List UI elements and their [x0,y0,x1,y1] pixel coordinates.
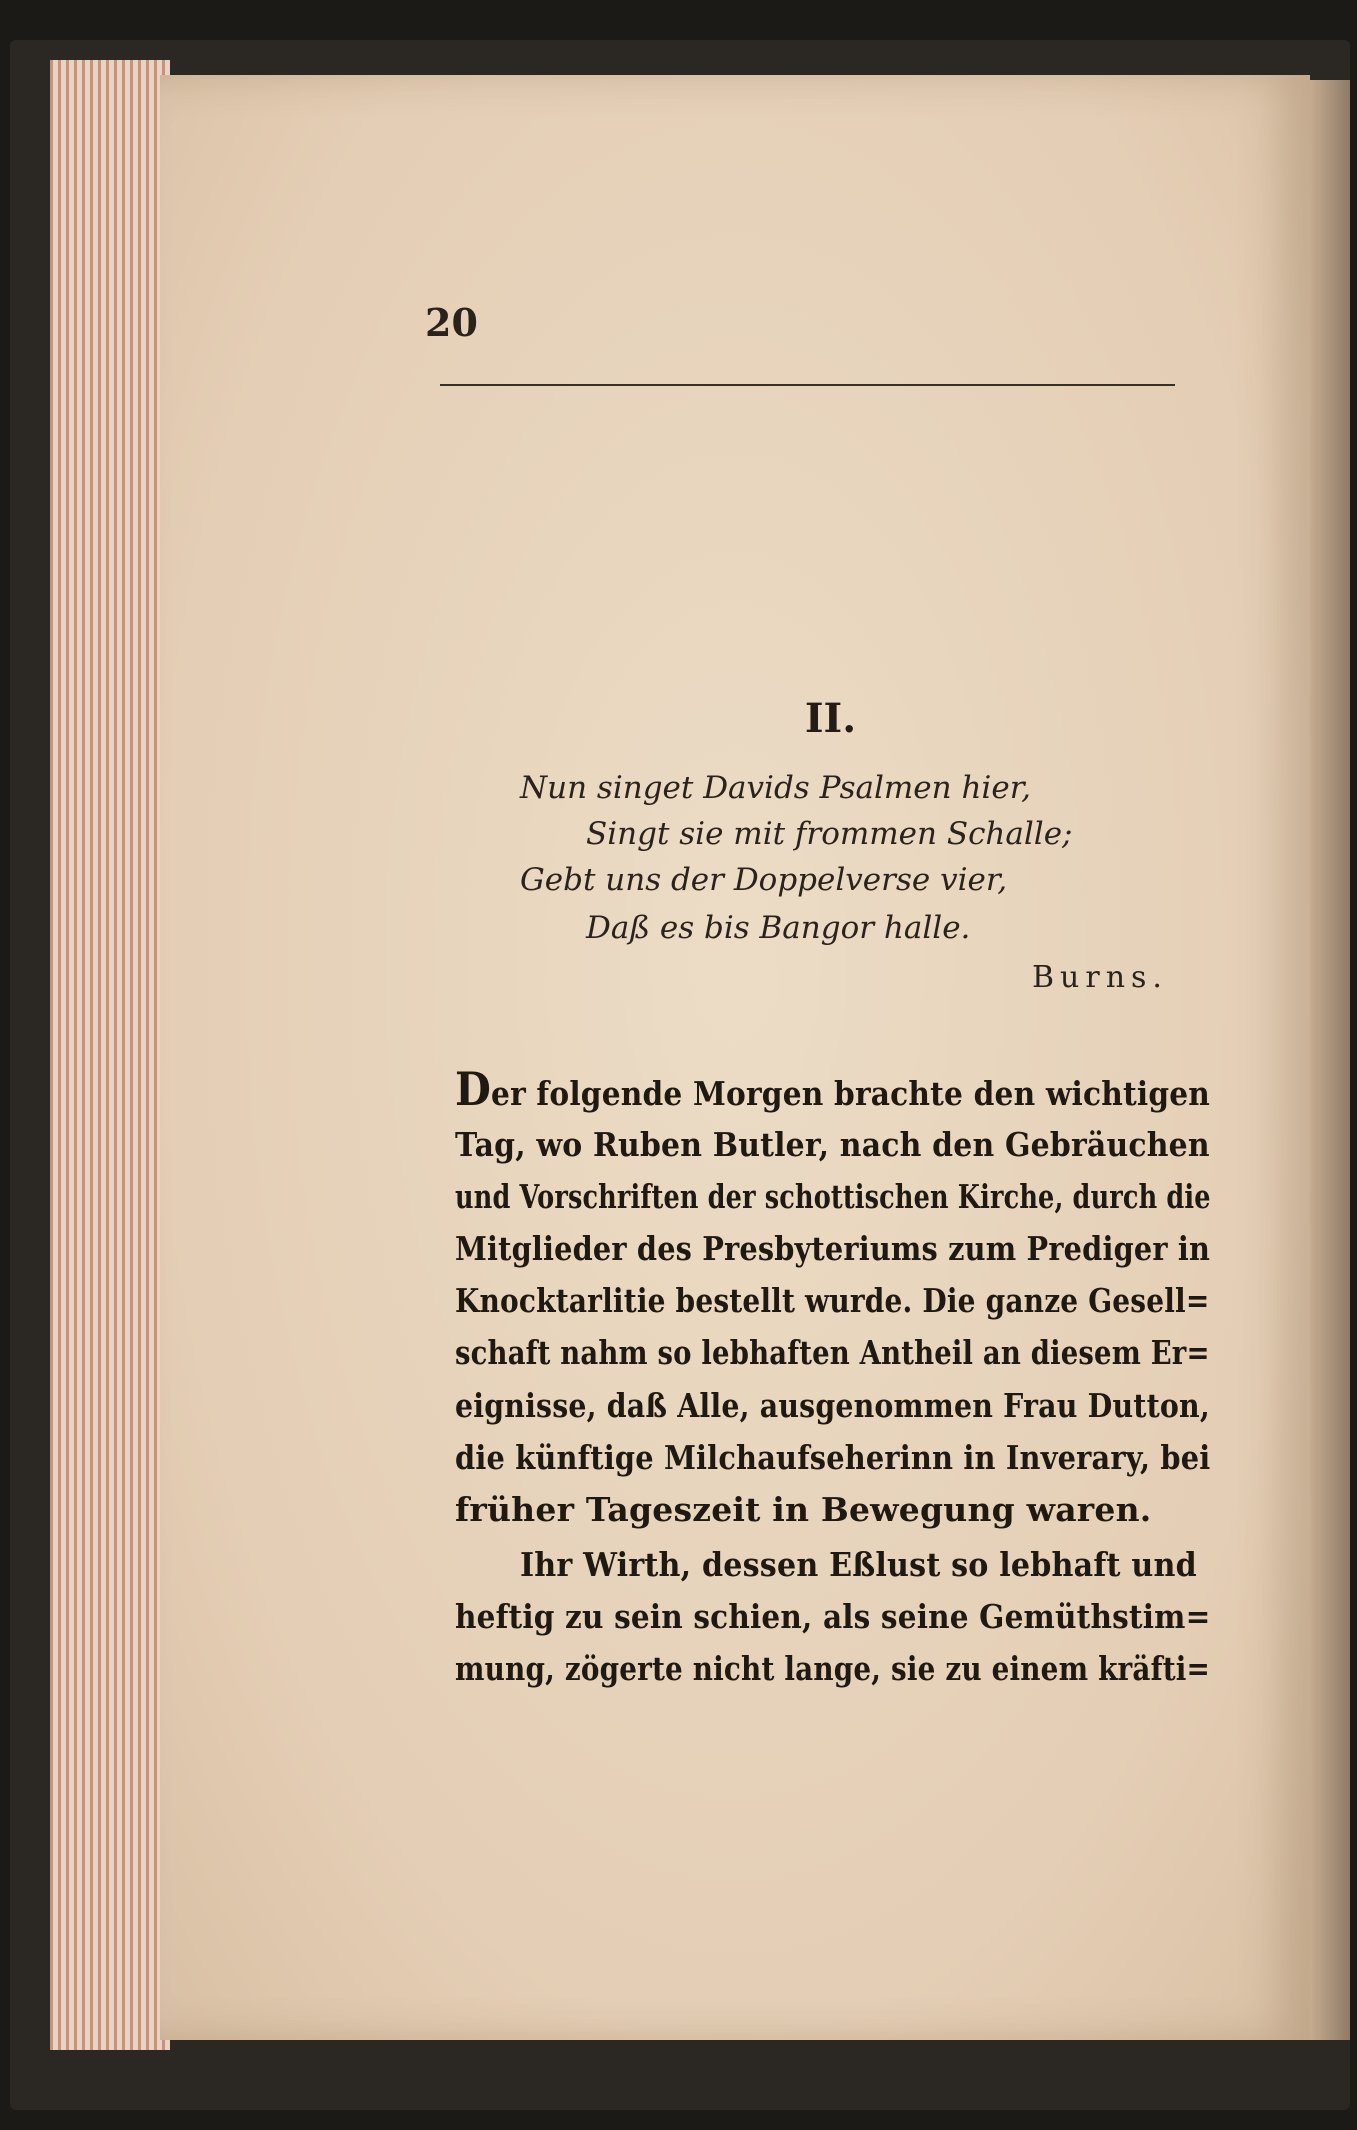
body-line: die künftige Milchaufseherinn in Inverary, bei [455,1438,1211,1477]
page-edges [50,60,170,2050]
epigraph-attribution: Burns. [1032,960,1168,995]
body-line: Ihr Wirth, dessen Eßlust so lebhaft und [520,1545,1197,1584]
header-rule [440,384,1175,386]
chapter-heading-text: II. [804,695,857,742]
body-line: Knocktarlitie bestellt wurde. Die ganze Gesell= [455,1281,1210,1320]
epigraph-line: Singt sie mit frommen Schalle; [586,816,1073,852]
page-number: 20 [425,300,478,345]
body-line: mung, zögerte nicht lange, sie zu einem kräfti= [455,1649,1211,1688]
body-line: Tag, wo Ruben Butler, nach den Gebräuchen [455,1125,1210,1164]
body-line: früher Tageszeit in Bewegung waren. [455,1490,1152,1529]
facing-page-edge [1310,80,1350,2040]
epigraph-line: Gebt uns der Doppelverse vier, [520,862,1008,898]
chapter-heading [0,695,1357,742]
epigraph-line: Nun singet Davids Psalmen hier, [520,770,1031,806]
epigraph-line: Daß es bis Bangor halle. [586,910,971,946]
body-line-text: er folgende Morgen brachte den wichtigen [491,1074,1211,1113]
body-line [455,1062,1211,1116]
body-line: und Vorschriften der schottischen Kirche, durch die [455,1177,1211,1216]
book-page [160,75,1310,2040]
body-line: heftig zu sein schien, als seine Gemüthstim= [455,1597,1211,1636]
body-line: Mitglieder des Presbyteriums zum Prediger in [455,1229,1211,1268]
body-line: schaft nahm so lebhaften Antheil an diesem Er= [455,1333,1210,1372]
drop-cap: D [455,1062,492,1116]
body-line: eignisse, daß Alle, ausgenommen Frau Dutton, [455,1386,1210,1425]
